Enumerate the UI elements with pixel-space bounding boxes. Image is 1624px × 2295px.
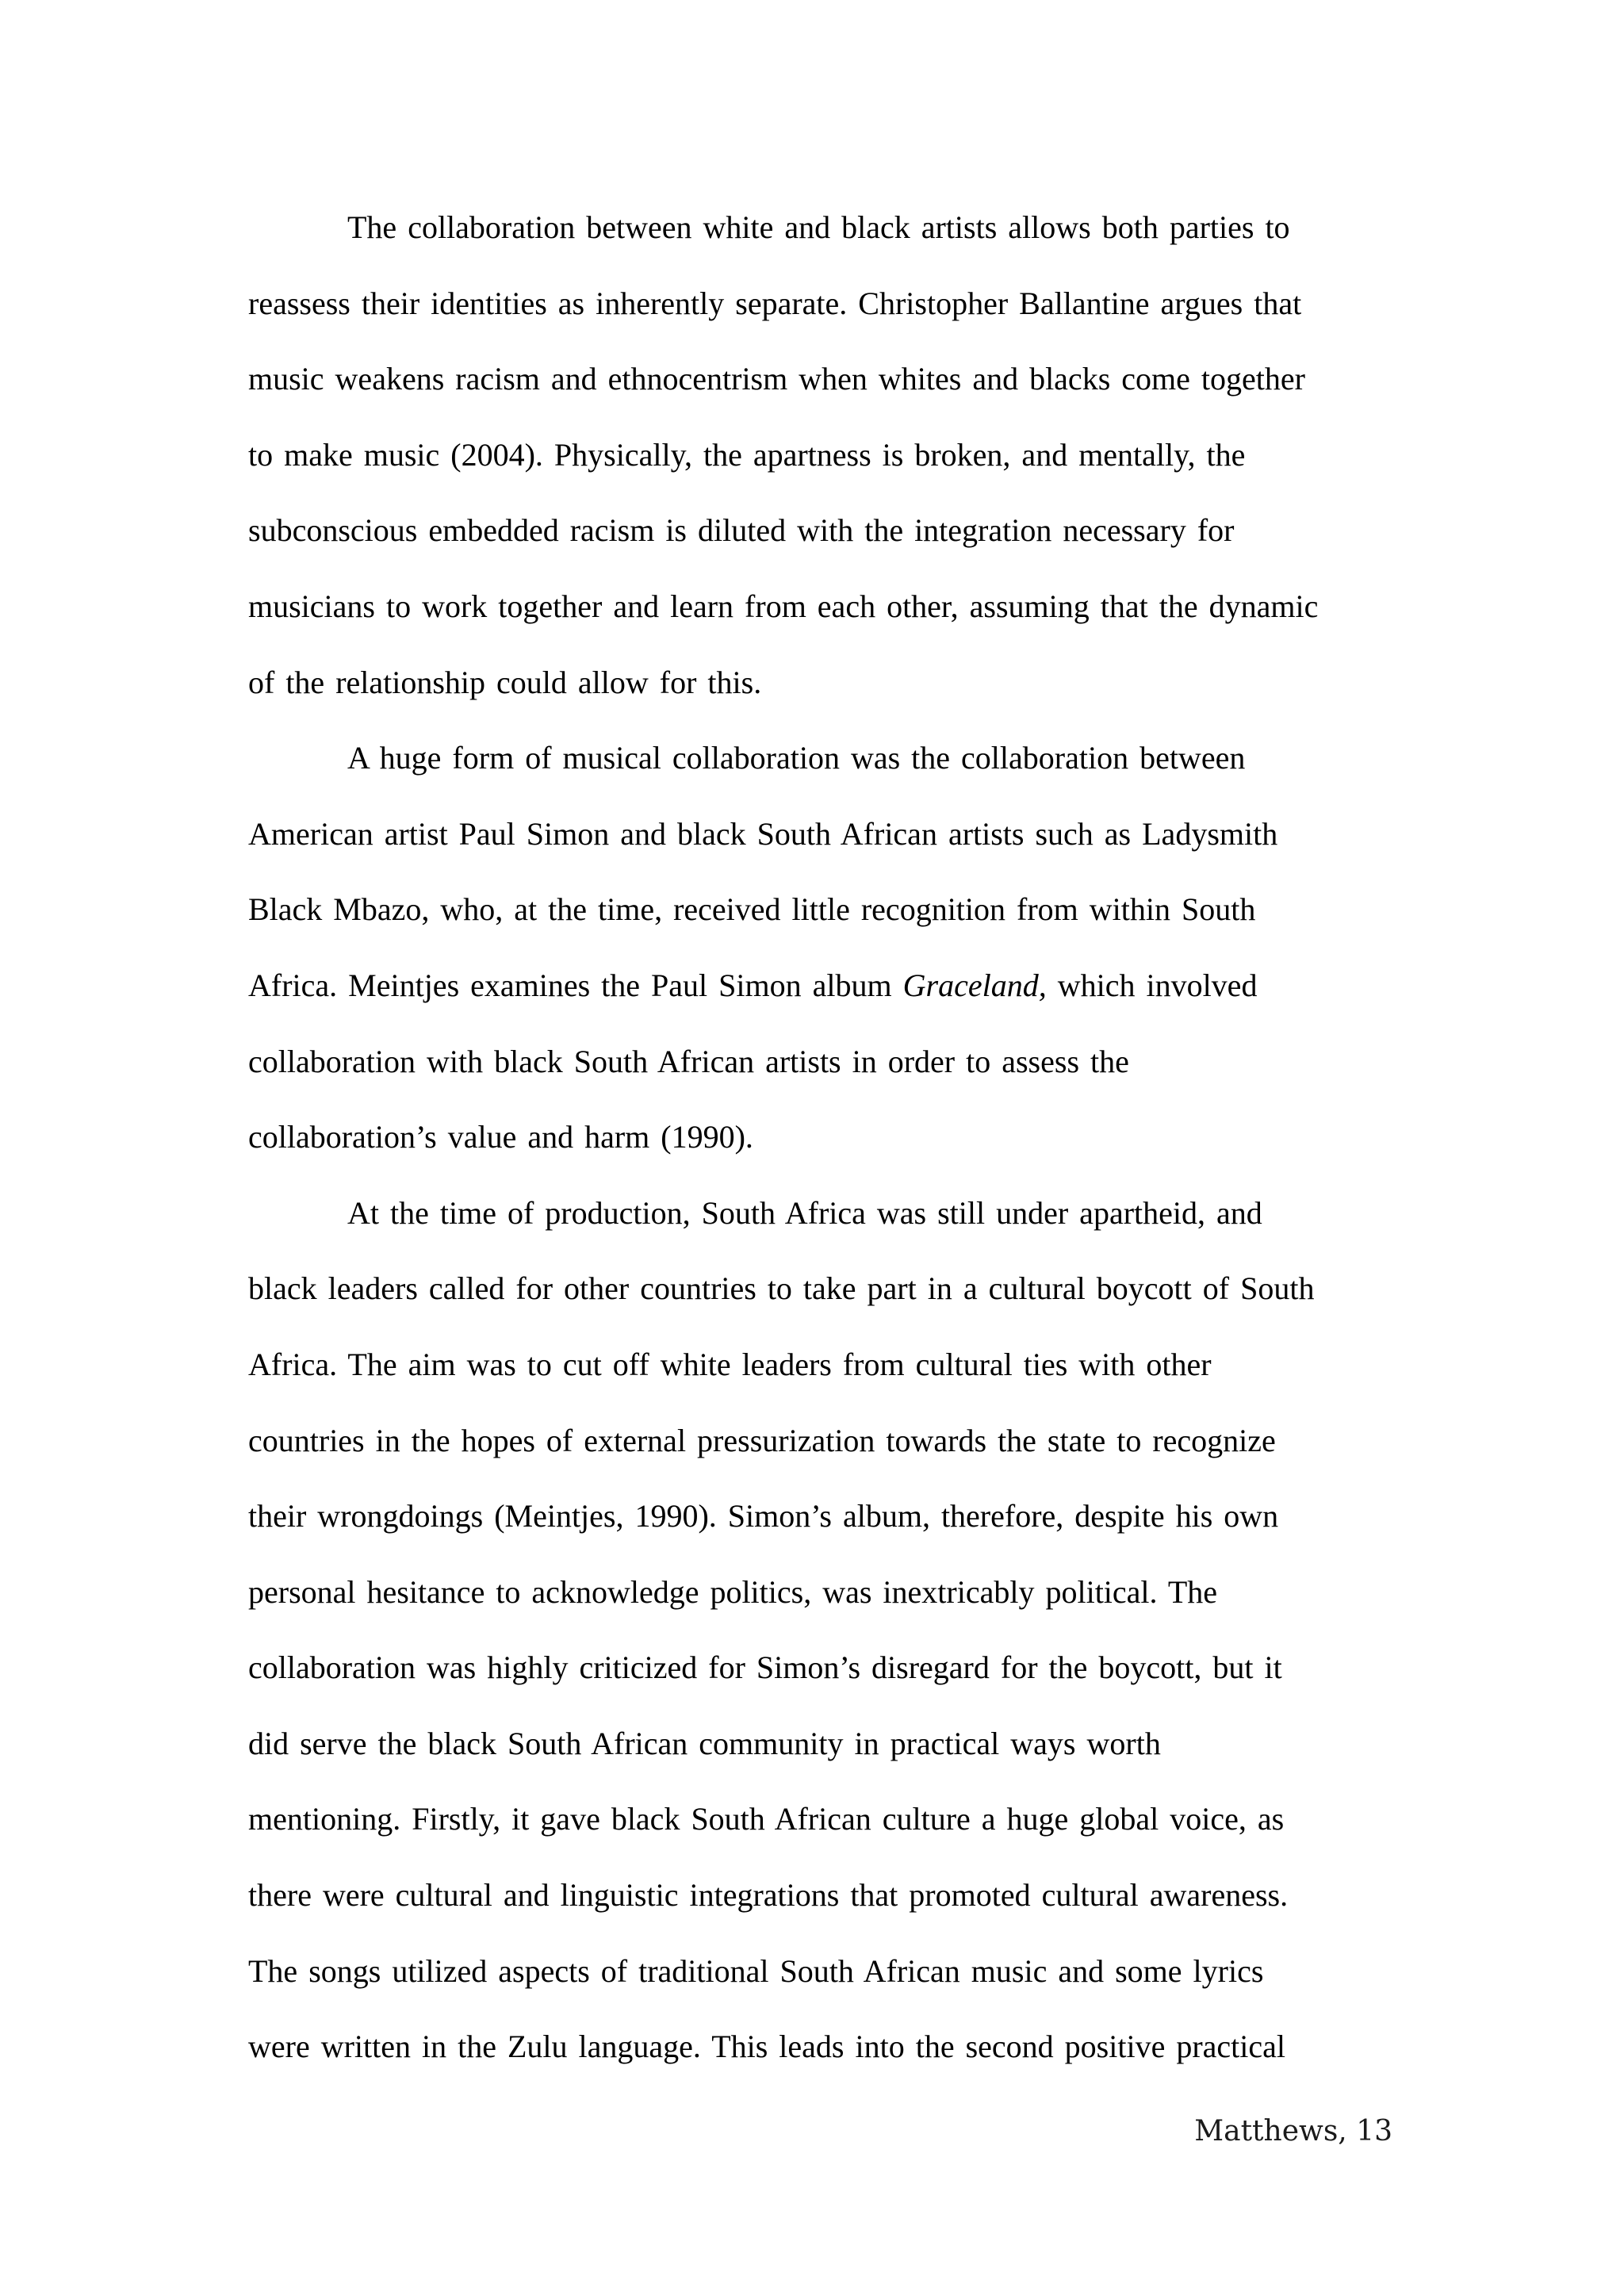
text-line: A huge form of musical collaboration was the collaboration between [347, 740, 1246, 776]
text-line: countries in the hopes of external pressurization towards the state to recognize [248, 1422, 1276, 1458]
text-line: personal hesitance to acknowledge politics, was inextricably political. The [248, 1573, 1217, 1610]
text-line: of the relationship could allow for this. [248, 664, 762, 700]
text-line: black leaders called for other countries to take part in a cultural boycott of South [248, 1270, 1315, 1307]
text-line: to make music (2004). Physically, the apartness is broken, and mentally, the [248, 436, 1246, 473]
text-line: mentioning. Firstly, it gave black South African culture a huge global voice, as [248, 1801, 1285, 1837]
text-line: collaboration’s value and harm (1990). [248, 1119, 753, 1155]
text-segment: Africa. Meintjes examines the Paul Simon album [248, 967, 903, 1003]
paragraph [248, 1175, 1390, 2085]
text-line: collaboration with black South African artists in order to assess the [248, 1043, 1129, 1079]
italic-title: Graceland, [902, 967, 1047, 1003]
paragraph [248, 720, 1390, 1175]
text-line: reassess their identities as inherently separate. Christopher Ballantine argues that [248, 285, 1302, 321]
text-line [248, 948, 1390, 1024]
text-line: subconscious embedded racism is diluted with the integration necessary for [248, 512, 1235, 549]
text-line: At the time of production, South Africa was still under apartheid, and [347, 1194, 1262, 1231]
page-footer: Matthews, 13 [1194, 2115, 1392, 2147]
text-line: did serve the black South African community in practical ways worth [248, 1725, 1161, 1761]
text-line: music weakens racism and ethnocentrism when whites and blacks come together [248, 361, 1305, 397]
text-line: collaboration was highly criticized for Simon’s disregard for the boycott, but it [248, 1649, 1282, 1686]
text-line: American artist Paul Simon and black South African artists such as Ladysmith [248, 815, 1278, 852]
text-line: were written in the Zulu language. This leads into the second positive practical [248, 2029, 1285, 2065]
text-line: their wrongdoings (Meintjes, 1990). Simon’s album, therefore, despite his own [248, 1498, 1279, 1534]
paragraph [248, 190, 1390, 720]
text-line: Africa. The aim was to cut off white leaders from cultural ties with other [248, 1346, 1212, 1382]
text-line: The songs utilized aspects of traditional South African music and some lyrics [248, 1952, 1264, 1989]
text-segment: which involved [1046, 967, 1258, 1003]
text-line: there were cultural and linguistic integrations that promoted cultural awareness. [248, 1877, 1289, 1914]
body-text [248, 190, 1390, 2085]
text-line: The collaboration between white and black artists allows both parties to [347, 209, 1290, 245]
text-line: musicians to work together and learn from each other, assuming that the dynamic [248, 588, 1319, 624]
text-line: Black Mbazo, who, at the time, received little recognition from within South [248, 891, 1256, 928]
